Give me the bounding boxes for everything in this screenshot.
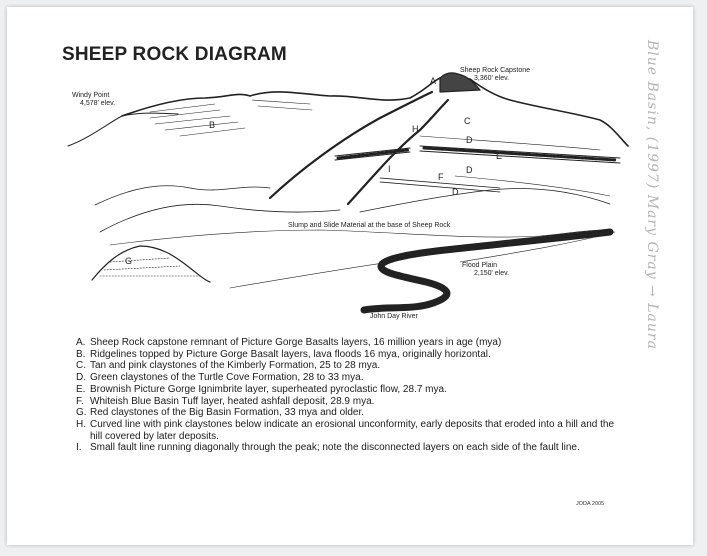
legend-item-f: F. Whiteish Blue Basin Tuff layer, heated ashfall deposit, 28.9 mya.	[76, 395, 375, 407]
letter-h: H	[412, 124, 419, 134]
legend-item-h: H. Curved line with pink claystones below indicate an erosional unconformity, early deposits that eroded into a hill and the hill covered by later deposits.	[76, 418, 615, 442]
letter-g: G	[125, 256, 133, 266]
legend-item-c: C. Tan and pink claystones of the Kimberly Formation, 25 to 28 mya.	[76, 360, 381, 372]
letter-i: I	[388, 164, 391, 174]
letter-a: A	[430, 76, 437, 86]
basalt-strata-b	[150, 100, 312, 136]
red-claystone-hill-g	[92, 246, 210, 282]
letter-d-upper: D	[466, 135, 473, 145]
river-label: John Day River	[370, 313, 418, 320]
flood-plain-label: Flood Plain 2,150' elev.	[462, 262, 510, 277]
legend-item-i: I. Small fault line running diagonally through the peak; note the disconnected layers on each side of the fault line.	[76, 442, 580, 454]
legend-list	[76, 337, 616, 454]
letter-e: E	[496, 151, 503, 161]
credit-text: JODA 2005	[576, 501, 605, 507]
letter-b: B	[209, 120, 216, 130]
windy-point-label: Windy Point 4,578' elev.	[72, 92, 116, 107]
claystone-lines-d	[420, 136, 610, 196]
letter-c: C	[464, 116, 471, 126]
letter-f: F	[438, 172, 444, 182]
legend-item-g: G. Red claystones of the Big Basin Formation, 33 mya and older.	[76, 407, 365, 419]
left-ridge-line	[68, 113, 178, 146]
legend-item-d: D. Green claystones of the Turtle Cove Formation, 28 to 33 mya.	[76, 372, 364, 384]
main-ridge-line	[122, 78, 628, 146]
handwritten-note: Blue Basin, (1997) Mary Gray → Laura	[644, 40, 660, 350]
page-title: SHEEP ROCK DIAGRAM	[62, 44, 287, 65]
legend-item-e: E. Brownish Picture Gorge Ignimbrite layer, superheated pyroclastic flow, 28.7 mya.	[76, 383, 447, 395]
letter-d-lower: D	[452, 187, 459, 197]
legend-item-a: A. Sheep Rock capstone remnant of Picture Gorge Basalts layers, 16 million years in age (mya)	[76, 337, 502, 348]
slump-label: Slump and Slide Material at the base of Sheep Rock	[288, 222, 451, 229]
legend-item-b: B. Ridgelines topped by Picture Gorge Basalt layers, lava floods 16 mya, originally horizontal.	[76, 348, 491, 360]
unconformity-line-h	[270, 92, 432, 198]
capstone-label: Sheep Rock Capstone 3,360' elev.	[460, 67, 531, 82]
letter-d-middle: D	[466, 165, 473, 175]
